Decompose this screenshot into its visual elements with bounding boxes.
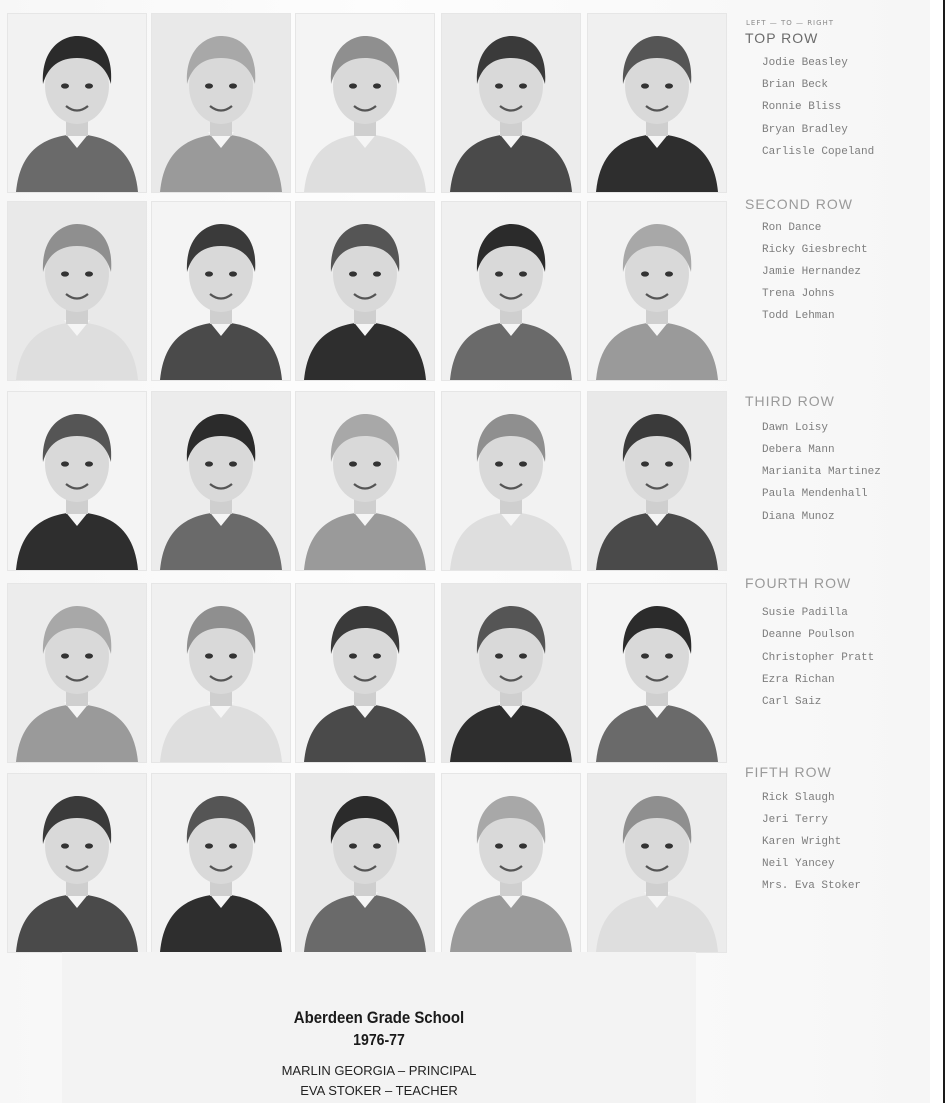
- student-name: Ezra Richan: [762, 674, 835, 686]
- student-name: Dawn Loisy: [762, 422, 829, 434]
- student-portrait: [442, 14, 580, 192]
- student-portrait: [8, 774, 146, 952]
- student-portrait: [8, 14, 146, 192]
- teacher-name: Mrs. Eva Stoker: [762, 880, 862, 892]
- student-name: Todd Lehman: [762, 310, 835, 322]
- row-heading-fifth: FIFTH ROW: [745, 764, 832, 780]
- student-name: Brian Beck: [762, 79, 829, 91]
- direction-label: LEFT — TO — RIGHT: [746, 19, 835, 27]
- teacher-line: EVA STOKER – TEACHER: [300, 1083, 458, 1098]
- school-name: Aberdeen Grade School: [293, 1008, 465, 1027]
- student-portrait: [8, 202, 146, 380]
- page-edge: [943, 0, 945, 1103]
- student-name: Rick Slaugh: [762, 792, 835, 804]
- student-name: Ronnie Bliss: [762, 101, 842, 113]
- student-portrait: [588, 14, 726, 192]
- row-heading-top: TOP ROW: [745, 30, 819, 46]
- student-portrait: [296, 392, 434, 570]
- student-portrait: [8, 392, 146, 570]
- teacher-name: Neil Yancey: [762, 858, 835, 870]
- student-portrait: [296, 202, 434, 380]
- student-portrait: [588, 584, 726, 762]
- row-heading-third: THIRD ROW: [745, 393, 835, 409]
- student-name: Jodie Beasley: [762, 57, 848, 69]
- student-name: Ron Dance: [762, 222, 822, 234]
- student-portrait: [442, 774, 580, 952]
- student-portrait: [152, 584, 290, 762]
- student-portrait: [8, 584, 146, 762]
- student-name: Jamie Hernandez: [762, 266, 862, 278]
- student-portrait: [588, 202, 726, 380]
- student-name: Carl Saiz: [762, 696, 822, 708]
- row-heading-second: SECOND ROW: [745, 196, 853, 212]
- student-portrait: [152, 202, 290, 380]
- student-name: Deanne Poulson: [762, 629, 855, 641]
- student-name: Debera Mann: [762, 444, 835, 456]
- student-name: Susie Padilla: [762, 607, 848, 619]
- student-portrait: [442, 392, 580, 570]
- student-portrait: [588, 392, 726, 570]
- student-name: Christopher Pratt: [762, 652, 875, 664]
- student-name: Ricky Giesbrecht: [762, 244, 868, 256]
- student-portrait: [588, 774, 726, 952]
- caption-card: [62, 952, 696, 1103]
- student-name: Paula Mendenhall: [762, 488, 868, 500]
- student-portrait: [296, 584, 434, 762]
- principal-line: MARLIN GEORGIA – PRINCIPAL: [281, 1063, 477, 1078]
- student-portrait: [442, 202, 580, 380]
- student-name: Trena Johns: [762, 288, 835, 300]
- student-name: Diana Munoz: [762, 511, 835, 523]
- student-portrait: [296, 774, 434, 952]
- student-name: Marianita Martinez: [762, 466, 881, 478]
- portrait-grid: [6, 14, 736, 959]
- student-portrait: [442, 584, 580, 762]
- student-name: Carlisle Copeland: [762, 146, 875, 158]
- student-portrait: [152, 14, 290, 192]
- student-name: Karen Wright: [762, 836, 842, 848]
- student-name: Jeri Terry: [762, 814, 829, 826]
- student-portrait: [152, 774, 290, 952]
- student-name: Bryan Bradley: [762, 124, 848, 136]
- school-year: 1976-77: [353, 1032, 405, 1049]
- student-portrait: [296, 14, 434, 192]
- student-portrait: [152, 392, 290, 570]
- names-panel: [738, 14, 924, 944]
- row-heading-fourth: FOURTH ROW: [745, 575, 852, 591]
